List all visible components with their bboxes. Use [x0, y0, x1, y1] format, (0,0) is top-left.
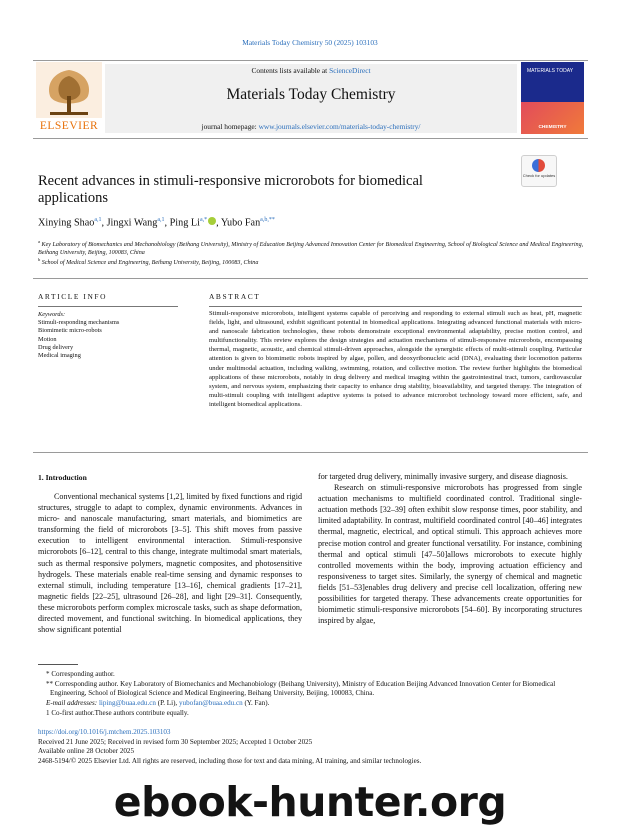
body-paragraph: Research on stimuli-responsive microrobots has progressed from single actuation mechanisms to multifield coordinated control. Traditional single-actuation methods [32–39] often exhibit slow response times, poor stability, and limited adaptability. In contrast, multifield coordinated control [40–46] integrates thermal, magnetic, electrical, and optical stimuli. This approach achieves more precise motion control and greater functional versatility. For instance, combining thermal and optical stimuli [47–50]allows microrobots to execute highly controlled movements within the body, improving actuation efficiency and responsiveness to target sites. Similarly, the synergy of chemical and magnetic fields [51–53]enables drug delivery and precise cell localization, offering new possibilities for targeted therapy. These advancements create opportunities for biomimetic stimuli-responsive microrobots [54–60]. By incorporating structures inspired by algae,: [318, 483, 582, 626]
email-link[interactable]: yubofan@buaa.edu.cn: [179, 699, 243, 708]
cover-label: CHEMISTRY: [538, 125, 567, 130]
email-owner: (Y. Fan).: [244, 699, 270, 708]
check-for-updates-button[interactable]: [521, 155, 557, 187]
abstract-heading: ABSTRACT: [209, 292, 261, 301]
homepage-prefix: journal homepage:: [201, 122, 257, 131]
journal-citation-link[interactable]: Materials Today Chemistry 50 (2025) 103103: [242, 38, 378, 47]
homepage-link[interactable]: www.journals.elsevier.com/materials-today-chemistry/: [258, 122, 421, 131]
keyword-item: Motion: [38, 335, 57, 343]
body-column-left: [38, 491, 302, 635]
journal-title: Materials Today Chemistry: [226, 86, 396, 103]
available-date: Available online 28 October 2025: [38, 747, 135, 756]
affiliation-text: Key Laboratory of Biomechanics and Mechanobiology (Beihang University), Ministry of Education Beijing Advanced Innovation Center for Biomedical Engineering, School of Biological Science and Medical Engineering, Beihang University, Beijing, 100083, China: [38, 242, 584, 257]
article-info-heading: ARTICLE INFO: [38, 292, 108, 301]
abstract-text: Stimuli-responsive microrobots, intelligent systems capable of perceiving and responding to external stimuli such as heat, pH, magnetic fields, light, and ultrasound, exhibit significant potential in biomedical applications. Integrating advanced functional materials with micro- and nanoscale fabrication technologies, these robots demonstrate exceptional environmental adaptability, precise motion control, and multifunctionality. This review explores the design strategies and actuation mechanisms of stimuli-responsive microrobots, encompassing thermal, magnetic, acoustic, and chemical stimuli-driven approaches, alongside the synergistic effects of multi-stimuli coupling. Particular attention is given to biomimetic robots inspired by algae, pollen, and deoxyribonucleic acid (DNA), evaluating their locomotion patterns under multimodal actuation, including walking, swimming, rotation, and collective motion. The review further highlights the biomedical applications of these microrobots, notably in drug delivery and medical imaging within the gastrointestinal tract, tumors, cardiovascular system, and nervous system, emphasizing their capacity to enhance drug stability, bioavailability, and targeted therapy. The integration of multi-stimuli coupling with intelligent adaptive systems is poised to advance microrobot technology toward more efficient, safe, and intelligent biomedical applications.: [209, 310, 582, 408]
divider: [33, 452, 588, 453]
affiliation-mark: a: [38, 239, 40, 244]
affiliation-text: School of Medical Science and Engineering, Beihang University, Beijing, 100083, China: [41, 260, 259, 267]
email-link[interactable]: liping@buaa.edu.cn: [98, 699, 156, 708]
check-updates-label: Check for updates: [522, 173, 556, 178]
email-owner: (P. Li),: [157, 699, 178, 708]
journal-homepage: [105, 122, 517, 131]
article-title: Recent advances in stimuli-responsive microrobots for biomedical applications: [38, 173, 423, 206]
affiliation: [38, 238, 588, 258]
cover-title: MATERIALS TODAY: [527, 68, 574, 74]
divider: [209, 306, 582, 307]
affiliation: [38, 256, 588, 267]
keyword-item: Medical imaging: [38, 352, 81, 360]
keyword-item: Biomimetic micro-robots: [38, 327, 102, 335]
footnote-emails: [38, 699, 586, 709]
footnote-corresponding: ** Corresponding author. Key Laboratory of Biomechanics and Mechanobiology (Beihang University), Ministry of Education Beijing Advanced Innovation Center for Biomedical Engineering, School of Biological Science and Medical Engineering, Beihang University, Beijing, 100083, China.: [46, 679, 556, 698]
affiliation-mark: b: [38, 257, 41, 262]
body-column-right: [318, 471, 582, 626]
author-list: Xinying Shao$^{a,1}$, Jingxi Wang$^{a,1}$, Ping $Li^{a,*}$ , Yubo Fan$^{a,b,**}$: [38, 217, 275, 229]
author-affiliation-mark[interactable]: a,1: [94, 217, 102, 223]
author-name[interactable]: Xinying Shao: [38, 217, 95, 229]
email-label: E-mail addresses:: [46, 699, 98, 708]
author-name[interactable]: Jingxi Wang: [106, 217, 158, 229]
footnote-divider: [38, 664, 78, 665]
orcid-icon[interactable]: [208, 217, 216, 225]
author-affiliation-mark[interactable]: a,b,**: [260, 217, 275, 223]
author-affiliation-mark[interactable]: a,*: [199, 217, 208, 223]
journal-cover-thumbnail: [521, 62, 584, 134]
check-updates-icon: [532, 159, 545, 172]
keyword-list: [38, 319, 119, 360]
contents-prefix: Contents lists available at: [251, 66, 328, 75]
received-dates: Received 21 June 2025; Received in revised form 30 September 2025; Accepted 1 October 2025: [38, 737, 313, 746]
keywords-heading: Keywords:: [38, 311, 66, 318]
author-name[interactable]: Yubo Fan: [220, 217, 261, 229]
footnote-corresponding: * Corresponding author.: [46, 670, 115, 678]
body-paragraph: Conventional mechanical systems [1,2], limited by fixed functions and rigid structures, struggle to adapt to complex, dynamic environments. Advances in micro- and nanoscale manufacturing, smart materials, and biomimetics are transforming the field of microrobots [3–5]. This shift moves from passive execution to intelligent environmental interaction. Stimuli-responsive microrobots [6–12], central to this change, integrate multimodal smart materials, such as thermal responsive polymers, magnetic composites, and photosensitive hydrogels. These materials enable real-time sensing and dynamic responses to external stimuli, including temperature [13–16], chemical gradients [17–21], magnetic fields [22–25], ultrasound [26–28], and light [29–31]. Consequently, these microrobots perform complex microscale tasks, such as shape deformation, directed movement, and functional switching. In biomedical applications, they show significant potential: [38, 492, 302, 635]
keyword-item: Stimuli-responding mechanisms: [38, 319, 120, 326]
elsevier-wordmark: ELSEVIER: [39, 120, 99, 132]
contents-availability: [105, 66, 517, 75]
footnote-cofirst: 1 Co-first author.These authors contribute equally.: [46, 708, 189, 717]
divider: [33, 278, 588, 279]
publication-info: [38, 728, 586, 766]
sciencedirect-link[interactable]: ScienceDirect: [329, 66, 371, 75]
watermark: ebook-hunter.org: [113, 778, 507, 826]
author-affiliation-mark[interactable]: a,1: [157, 217, 165, 223]
author-name[interactable]: Ping Li: [169, 217, 200, 229]
footnotes: [38, 670, 586, 719]
keyword-item: Drug delivery: [38, 343, 74, 351]
body-paragraph: for targeted drug delivery, minimally invasive surgery, and disease diagnosis.: [318, 472, 568, 481]
section-heading-introduction: 1. Introduction: [38, 473, 87, 482]
copyright-notice: 2468-5194/© 2025 Elsevier Ltd. All rights are reserved, including those for text and data mining, AI training, and similar technologies.: [38, 756, 422, 765]
divider: [38, 306, 178, 307]
doi-link[interactable]: https://doi.org/10.1016/j.mtchem.2025.103103: [38, 728, 171, 736]
